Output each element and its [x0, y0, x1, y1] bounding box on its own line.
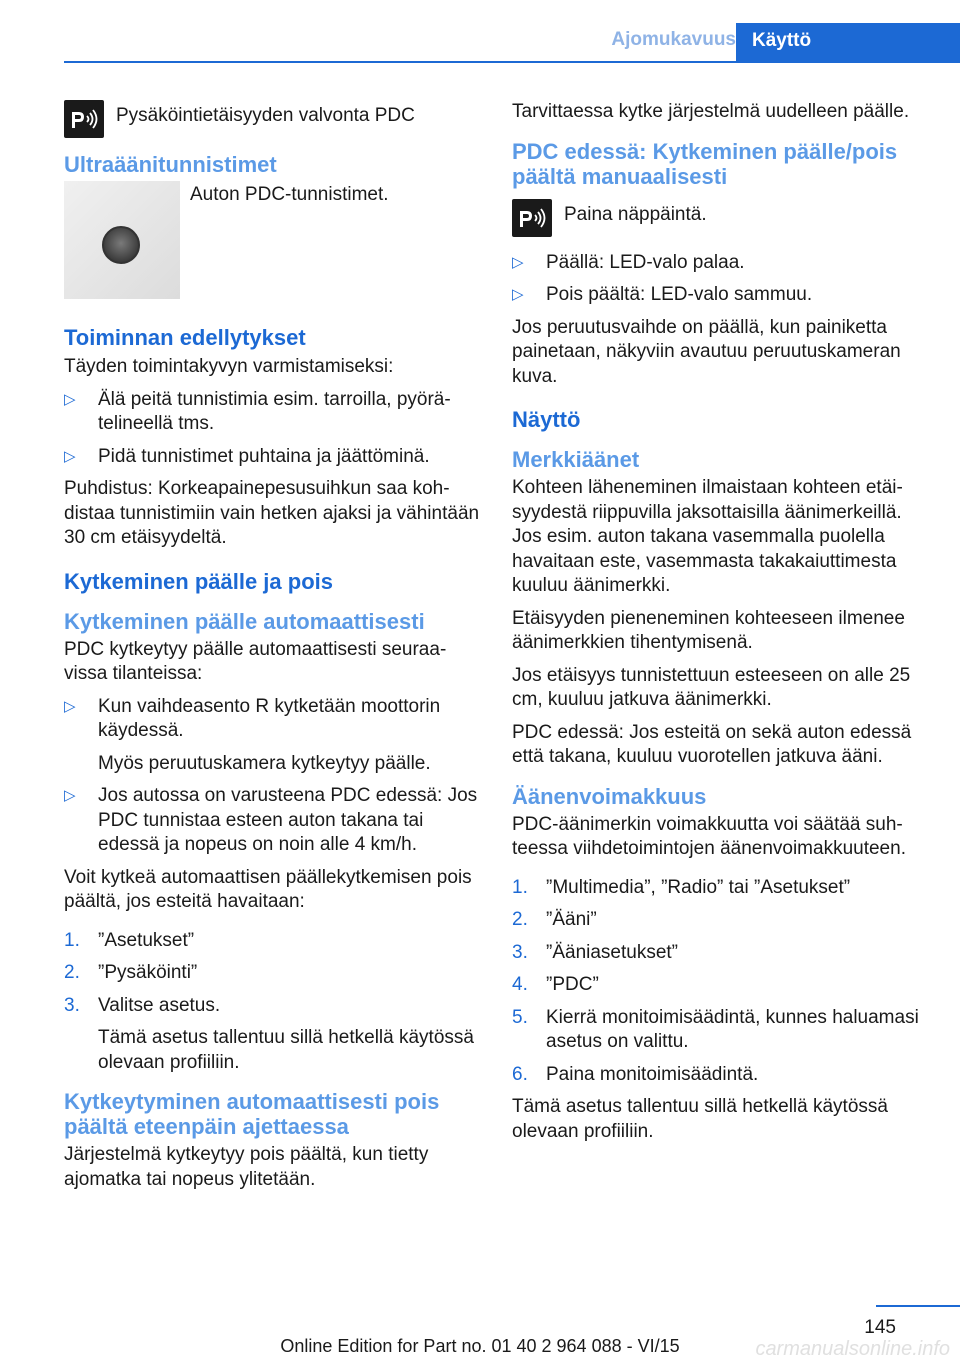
sensor-figure: [64, 181, 480, 299]
restart-text: Tarvittaessa kytke järjestelmä uudelleen päälle.: [512, 101, 910, 122]
step-number: 5.: [512, 1006, 528, 1028]
step-number: 4.: [512, 974, 528, 995]
step-text: ”PDC”: [546, 974, 599, 995]
list-item-sub: Myös peruutuskamera kytkeytyy päälle.: [98, 752, 431, 774]
list-item: [64, 929, 480, 954]
heading-auto-off: Kytkeytyminen automaattisesti pois päältä eteenpäin ajettaessa: [64, 1089, 440, 1139]
step-number: 2.: [512, 909, 528, 930]
step-text: Paina monitoimisäädintä.: [546, 1063, 759, 1085]
step-number: 1.: [512, 876, 528, 898]
step-text: Valitse asetus.: [98, 994, 221, 1016]
step-sub: Tämä asetus tallentuu sillä hetkellä käytössä olevaan profiiliin.: [98, 1027, 474, 1073]
list-item: [64, 994, 480, 1076]
sensor-image: [64, 181, 180, 299]
requirements-intro: Täyden toimintakyvyn varmistamiseksi:: [64, 356, 394, 377]
list-item-text: Jos autossa on varusteena PDC edessä: Jos PDC tunnistaa esteen auton takana tai edessä ja nopeus on noin alle 4 km/h.: [98, 785, 478, 855]
auto-off-text: Järjestelmä kytkeytyy pois päältä, kun tietty ajomatka tai nopeus ylitetään.: [64, 1144, 429, 1190]
list-item: [512, 973, 928, 998]
section-tab: Ajomukavuus: [611, 29, 736, 50]
header-rule: [64, 61, 960, 63]
watermark: carmanualsonline.info: [755, 1338, 950, 1360]
footer-text: Online Edition for Part no. 01 40 2 964 088 - VI/15: [280, 1336, 680, 1356]
list-item: [64, 695, 480, 777]
signals-text-2: Etäisyyden pieneneminen kohteeseen ilmenee äänimerkkien tihentymisenä.: [512, 607, 905, 653]
heading-signals: Merkkiäänet: [512, 447, 640, 472]
step-text: ”Ääni”: [546, 909, 597, 930]
press-key-text: Paina näppäintä.: [564, 203, 707, 225]
list-item: ▷ Pois päältä: LED-valo sammuu.: [512, 283, 928, 308]
sensor-dot: [102, 226, 140, 264]
pdc-key-row: [512, 199, 928, 237]
heading-ultrasound: Ultraäänitunnistimet: [64, 152, 277, 177]
list-item: [512, 941, 928, 966]
pdc-button-icon: [512, 199, 552, 237]
signals-text-1: Kohteen läheneminen ilmaistaan kohteen etäisyydestä riippuvilla jaksottaisilla äänimerkeillä. Jos esim. auton takana vasemmalla puolella havaitaan este, vasemmasta takakaiuttimesta kuuluu äänimerkki.: [512, 477, 903, 596]
auto-off-intro: Voit kytkeä automaattisen päällekytkemisen pois päältä, jos esteitä havaitaan:: [64, 866, 472, 912]
sensor-caption: Auton PDC-tunnistimet.: [190, 184, 389, 205]
auto-intro: PDC kytkeytyy päälle automaattisesti seuraavissa tilanteissa:: [64, 638, 447, 684]
step-text: Kierrä monitoimisäädintä, kunnes haluamasi asetus on valittu.: [546, 1006, 919, 1052]
list-item: ▷ Pidä tunnistimet puhtaina ja jäättöminä.: [64, 445, 480, 470]
reverse-note: Jos peruutusvaihde on päällä, kun painiketta painetaan, näkyviin avautuu peruutuskameran kuva.: [512, 316, 901, 387]
right-column: [512, 100, 928, 1152]
list-item: [512, 1006, 928, 1055]
volume-intro: PDC-äänimerkin voimakkuutta voi säätää suhteessa viihdetoimintojen äänenvoimakkuuteen.: [512, 813, 906, 859]
step-text: ”Ääniasetukset”: [546, 941, 679, 963]
cleaning-text: Puhdistus: Korkeapainepesusuihkun saa kohdistaa tunnistimiin vain hetken ajaksi ja vähintään 30 cm etäisyydeltä.: [64, 478, 480, 548]
list-item: [512, 876, 928, 901]
list-item-text: Kun vaihdeasento R kytketään moottorin käydessä.: [98, 695, 441, 741]
step-number: 3.: [512, 941, 528, 963]
heading-display: Näyttö: [512, 407, 581, 432]
step-text: ”Pysäköinti”: [98, 962, 198, 983]
list-item: [512, 1063, 928, 1088]
led-list: [512, 251, 928, 308]
step-text: ”Asetukset”: [98, 929, 195, 951]
list-item: [512, 908, 928, 933]
heading-requirements: Toiminnan edellytykset: [64, 325, 306, 350]
saved-note: Tämä asetus tallentuu sillä hetkellä käytössä olevaan profiiliin.: [512, 1096, 888, 1142]
signals-text-3: Jos etäisyys tunnistettuun esteeseen on alle 25 cm, kuuluu jatkuva äänimerkki.: [512, 664, 911, 710]
signals-text-4: PDC edessä: Jos esteitä on sekä auton edessä että takana, kuuluu vuorotellen jatkuva ääni.: [512, 721, 912, 767]
step-number: 1.: [64, 929, 80, 951]
heading-front-manual: PDC edessä: Kytkeminen päälle/pois päältä manuaalisesti: [512, 138, 898, 189]
chapter-tab: Käyttö: [736, 23, 960, 63]
step-number: 3.: [64, 994, 80, 1016]
step-number: 2.: [64, 962, 80, 983]
step-text: ”Multimedia”, ”Radio” tai ”Asetukset”: [546, 876, 851, 898]
requirements-list: [64, 388, 480, 470]
auto-list: [64, 695, 480, 858]
volume-steps: [512, 876, 928, 1088]
page-number: 145: [864, 1317, 896, 1338]
list-item: ▷ Älä peitä tunnistimia esim. tarroilla, pyörätelineellä tms.: [64, 388, 480, 437]
pdc-button-icon: [64, 100, 104, 138]
heading-volume: Äänenvoimakkuus: [512, 783, 707, 809]
left-column: [64, 100, 480, 1200]
heading-auto-on: Kytkeminen päälle automaattisesti: [64, 608, 425, 634]
pdc-button-label: Pysäköintietäisyyden valvonta PDC: [116, 105, 415, 126]
list-item: ▷ Päällä: LED-valo palaa.: [512, 251, 928, 276]
steps-list: [64, 929, 480, 1076]
page-header: [64, 23, 960, 63]
step-number: 6.: [512, 1063, 528, 1085]
page-number-rule: [876, 1305, 960, 1307]
list-item: [64, 784, 480, 858]
heading-switch: Kytkeminen päälle ja pois: [64, 568, 333, 594]
pdc-button-row: [64, 100, 480, 138]
list-item: [64, 961, 480, 986]
